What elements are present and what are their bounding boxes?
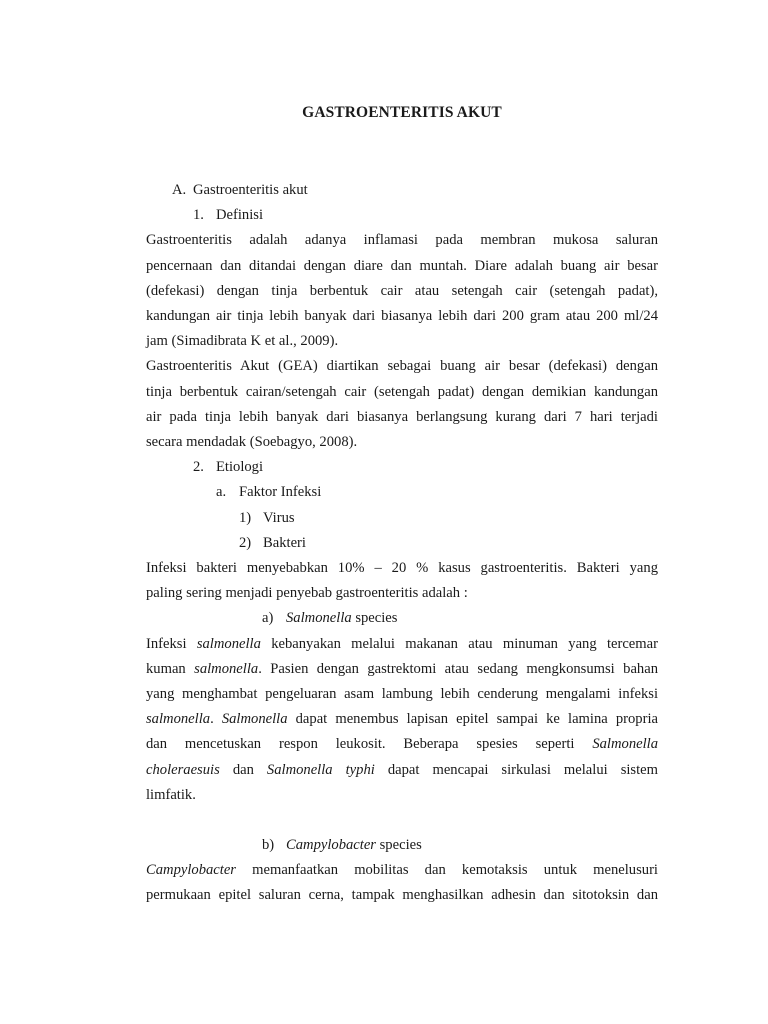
item-label: Faktor Infeksi: [239, 484, 322, 501]
italic-run: salmonella: [196, 635, 261, 652]
paragraph-line: Gastroenteritis adalah adanya inflamasi pada membran mukosa saluran: [146, 232, 658, 249]
item-marker: a): [262, 610, 274, 627]
paragraph-line: secara mendadak (Soebagyo, 2008).: [146, 434, 358, 451]
text-run: .: [210, 711, 222, 728]
item-salmonella-heading: [146, 606, 658, 631]
item-marker: b): [262, 837, 275, 854]
section-marker: A.: [172, 182, 187, 198]
document-body: [146, 178, 658, 909]
item-label: species: [375, 837, 422, 854]
italic-run: choleraesuis: [146, 761, 220, 778]
paragraph-line: paling sering menjadi penyebab gastroenteritis adalah :: [146, 585, 468, 602]
campylobacter-paragraph: [146, 858, 658, 908]
text-run: kuman: [146, 660, 195, 677]
section-label: Gastroenteritis akut: [193, 182, 308, 198]
paragraph-line: limfatik.: [146, 786, 196, 803]
text-run: dan: [219, 761, 267, 778]
item-marker: 2.: [193, 459, 204, 476]
italic-run: salmonella: [194, 660, 259, 677]
item-1-heading: [146, 203, 658, 228]
item-marker: 1): [239, 509, 252, 526]
item-campylobacter-heading: [146, 833, 658, 858]
bakteri-paragraph: [146, 556, 658, 606]
text-run: Infeksi: [146, 635, 197, 652]
text-run: dapat menembus lapisan epitel sampai ke lamina propria: [287, 711, 658, 728]
paragraph-line: [146, 657, 658, 682]
italic-run: Salmonella: [592, 736, 658, 753]
item-label: Definisi: [216, 207, 264, 224]
item-label: Bakteri: [263, 534, 306, 551]
paragraph-line: [146, 632, 658, 657]
paragraph-line: kandungan air tinja lebih banyak dari biasanya lebih dari 200 gram atau 200 ml/24: [146, 308, 658, 325]
item-label: Virus: [263, 509, 295, 526]
paragraph-line: [146, 758, 658, 783]
definition-paragraph-2: [146, 354, 658, 455]
paragraph-line: permukaan epitel saluran cerna, tampak menghasilkan adhesin dan sitotoksin dan: [146, 887, 658, 904]
text-run: kebanyakan melalui makanan atau minuman yang tercemar: [260, 635, 658, 652]
item-marker: a.: [216, 484, 227, 501]
text-run: . Pasien dengan gastrektomi atau sedang mengkonsumsi bahan: [258, 660, 658, 677]
paragraph-line: jam (Simadibrata K et al., 2009).: [146, 333, 339, 350]
paragraph-line: tinja berbentuk cairan/setengah cair (setengah padat) dengan demikian kandungan: [146, 383, 658, 400]
text-run: dan mencetuskan respon leukosit. Beberapa spesies seperti: [146, 736, 593, 753]
paragraph-line: [146, 858, 658, 883]
item-virus: [146, 506, 658, 531]
italic-run: Salmonella typhi: [266, 761, 375, 778]
item-2a-heading: [146, 480, 658, 505]
paragraph-line: Gastroenteritis Akut (GEA) diartikan sebagai buang air besar (defekasi) dengan: [146, 358, 658, 375]
paragraph-line: yang menghambat pengeluaran asam lambung lebih cenderung mengalami infeksi: [146, 686, 658, 703]
paragraph-line: pencernaan dan ditandai dengan diare dan muntah. Diare adalah buang air besar: [146, 257, 658, 274]
species-name: Salmonella: [286, 610, 352, 627]
text-run: memanfaatkan mobilitas dan kemotaksis untuk menelusuri: [235, 862, 658, 879]
definition-paragraph-1: [146, 228, 658, 354]
item-marker: 1.: [193, 207, 204, 224]
species-name: Campylobacter: [286, 837, 376, 854]
item-label: species: [351, 610, 398, 627]
salmonella-paragraph: [146, 632, 658, 808]
paragraph-line: [146, 732, 658, 757]
paragraph-line: air pada tinja lebih banyak dari biasanya berlangsung kurang dari 7 hari terjadi: [146, 408, 658, 425]
item-2-heading: [146, 455, 658, 480]
document-title: GASTROENTERITIS AKUT: [302, 104, 502, 121]
blank-line: [146, 808, 658, 833]
italic-run: Campylobacter: [146, 862, 236, 879]
item-marker: 2): [239, 534, 252, 551]
paragraph-line: Infeksi bakteri menyebabkan 10% – 20 % kasus gastroenteritis. Bakteri yang: [146, 560, 658, 577]
item-label: Etiologi: [216, 459, 264, 476]
paragraph-line: [146, 707, 658, 732]
text-run: dapat mencapai sirkulasi melalui sistem: [374, 761, 658, 778]
section-a-heading: [146, 178, 658, 203]
italic-run: salmonella: [146, 711, 211, 728]
item-bakteri: [146, 531, 658, 556]
paragraph-line: (defekasi) dengan tinja berbentuk cair atau setengah cair (setengah padat),: [146, 282, 658, 299]
italic-run: Salmonella: [221, 711, 288, 728]
